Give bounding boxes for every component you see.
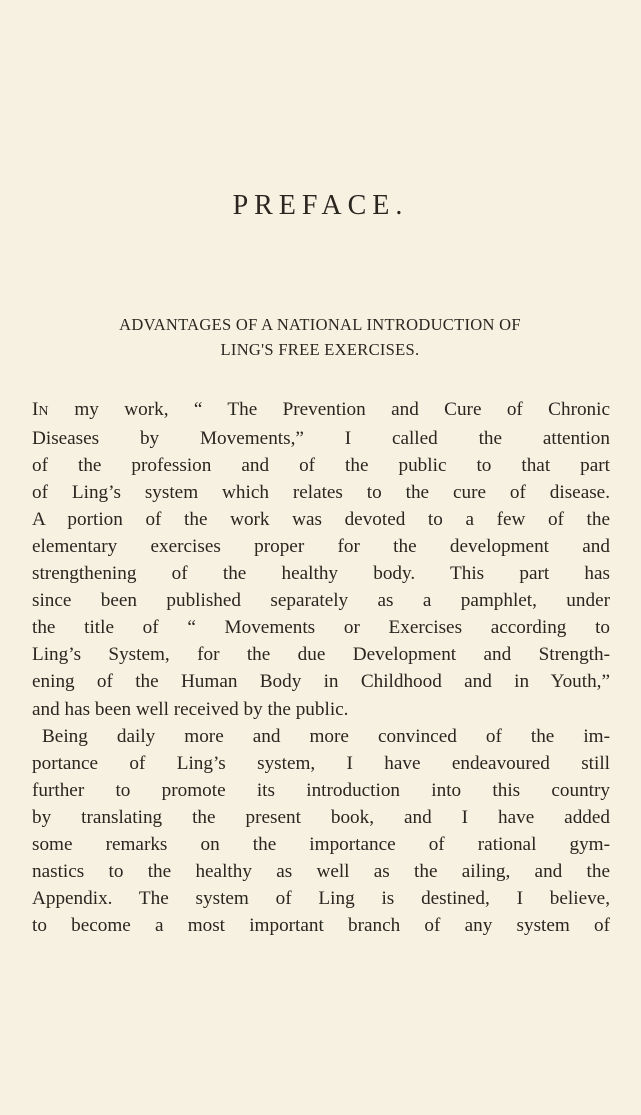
paragraph-1-line: the title of “ Movements or Exercises according to bbox=[32, 617, 610, 639]
body-text bbox=[32, 396, 610, 939]
paragraph-1-line-1 bbox=[32, 396, 610, 425]
page-title: PREFACE. bbox=[232, 190, 409, 221]
paragraph-1-line: of Ling’s system which relates to the cure of disease. bbox=[32, 482, 610, 504]
paragraph-1-line: Diseases by Movements,” I called the attention bbox=[32, 428, 610, 450]
paragraph-2-line: Appendix. The system of Ling is destined, I believe, bbox=[32, 887, 610, 909]
paragraph-2-line: to become a most important branch of any system of bbox=[32, 914, 610, 936]
paragraph-1-line: since been published separately as a pamphlet, under bbox=[32, 590, 610, 612]
paragraph-2-line: Being daily more and more convinced of the im- bbox=[42, 725, 610, 747]
paragraph-1-line: ening of the Human Body in Childhood and in Youth,” bbox=[32, 671, 610, 693]
paragraph-1-line: and has been well received by the public. bbox=[32, 698, 349, 720]
section-heading-line-2: LING'S FREE EXERCISES. bbox=[220, 340, 420, 359]
paragraph-1-line-1-text: my work, “ The Prevention and Cure of Chronic bbox=[49, 399, 610, 420]
paragraph-2-line: further to promote its introduction into this country bbox=[32, 779, 610, 801]
paragraph-2-line: portance of Ling’s system, I have endeavoured still bbox=[32, 752, 610, 774]
paragraph-1-line: strengthening of the healthy body. This part has bbox=[32, 563, 610, 585]
paragraph-2-line: some remarks on the importance of rational gym- bbox=[32, 833, 610, 855]
paragraph-1-line: Ling’s System, for the due Development and Strength- bbox=[32, 644, 610, 666]
paragraph-1-line: elementary exercises proper for the development and bbox=[32, 536, 610, 558]
paragraph-2-line: nastics to the healthy as well as the ailing, and the bbox=[32, 860, 610, 882]
paragraph-1-line: of the profession and of the public to that part bbox=[32, 455, 610, 477]
section-heading-line-1: ADVANTAGES OF A NATIONAL INTRODUCTION OF bbox=[119, 315, 521, 334]
paragraph-1-line: A portion of the work was devoted to a few of the bbox=[32, 509, 610, 531]
smallcap-letters: N bbox=[38, 404, 50, 419]
paragraph-2-line: by translating the present book, and I have added bbox=[32, 806, 610, 828]
dropcap-letter: I bbox=[32, 399, 39, 420]
